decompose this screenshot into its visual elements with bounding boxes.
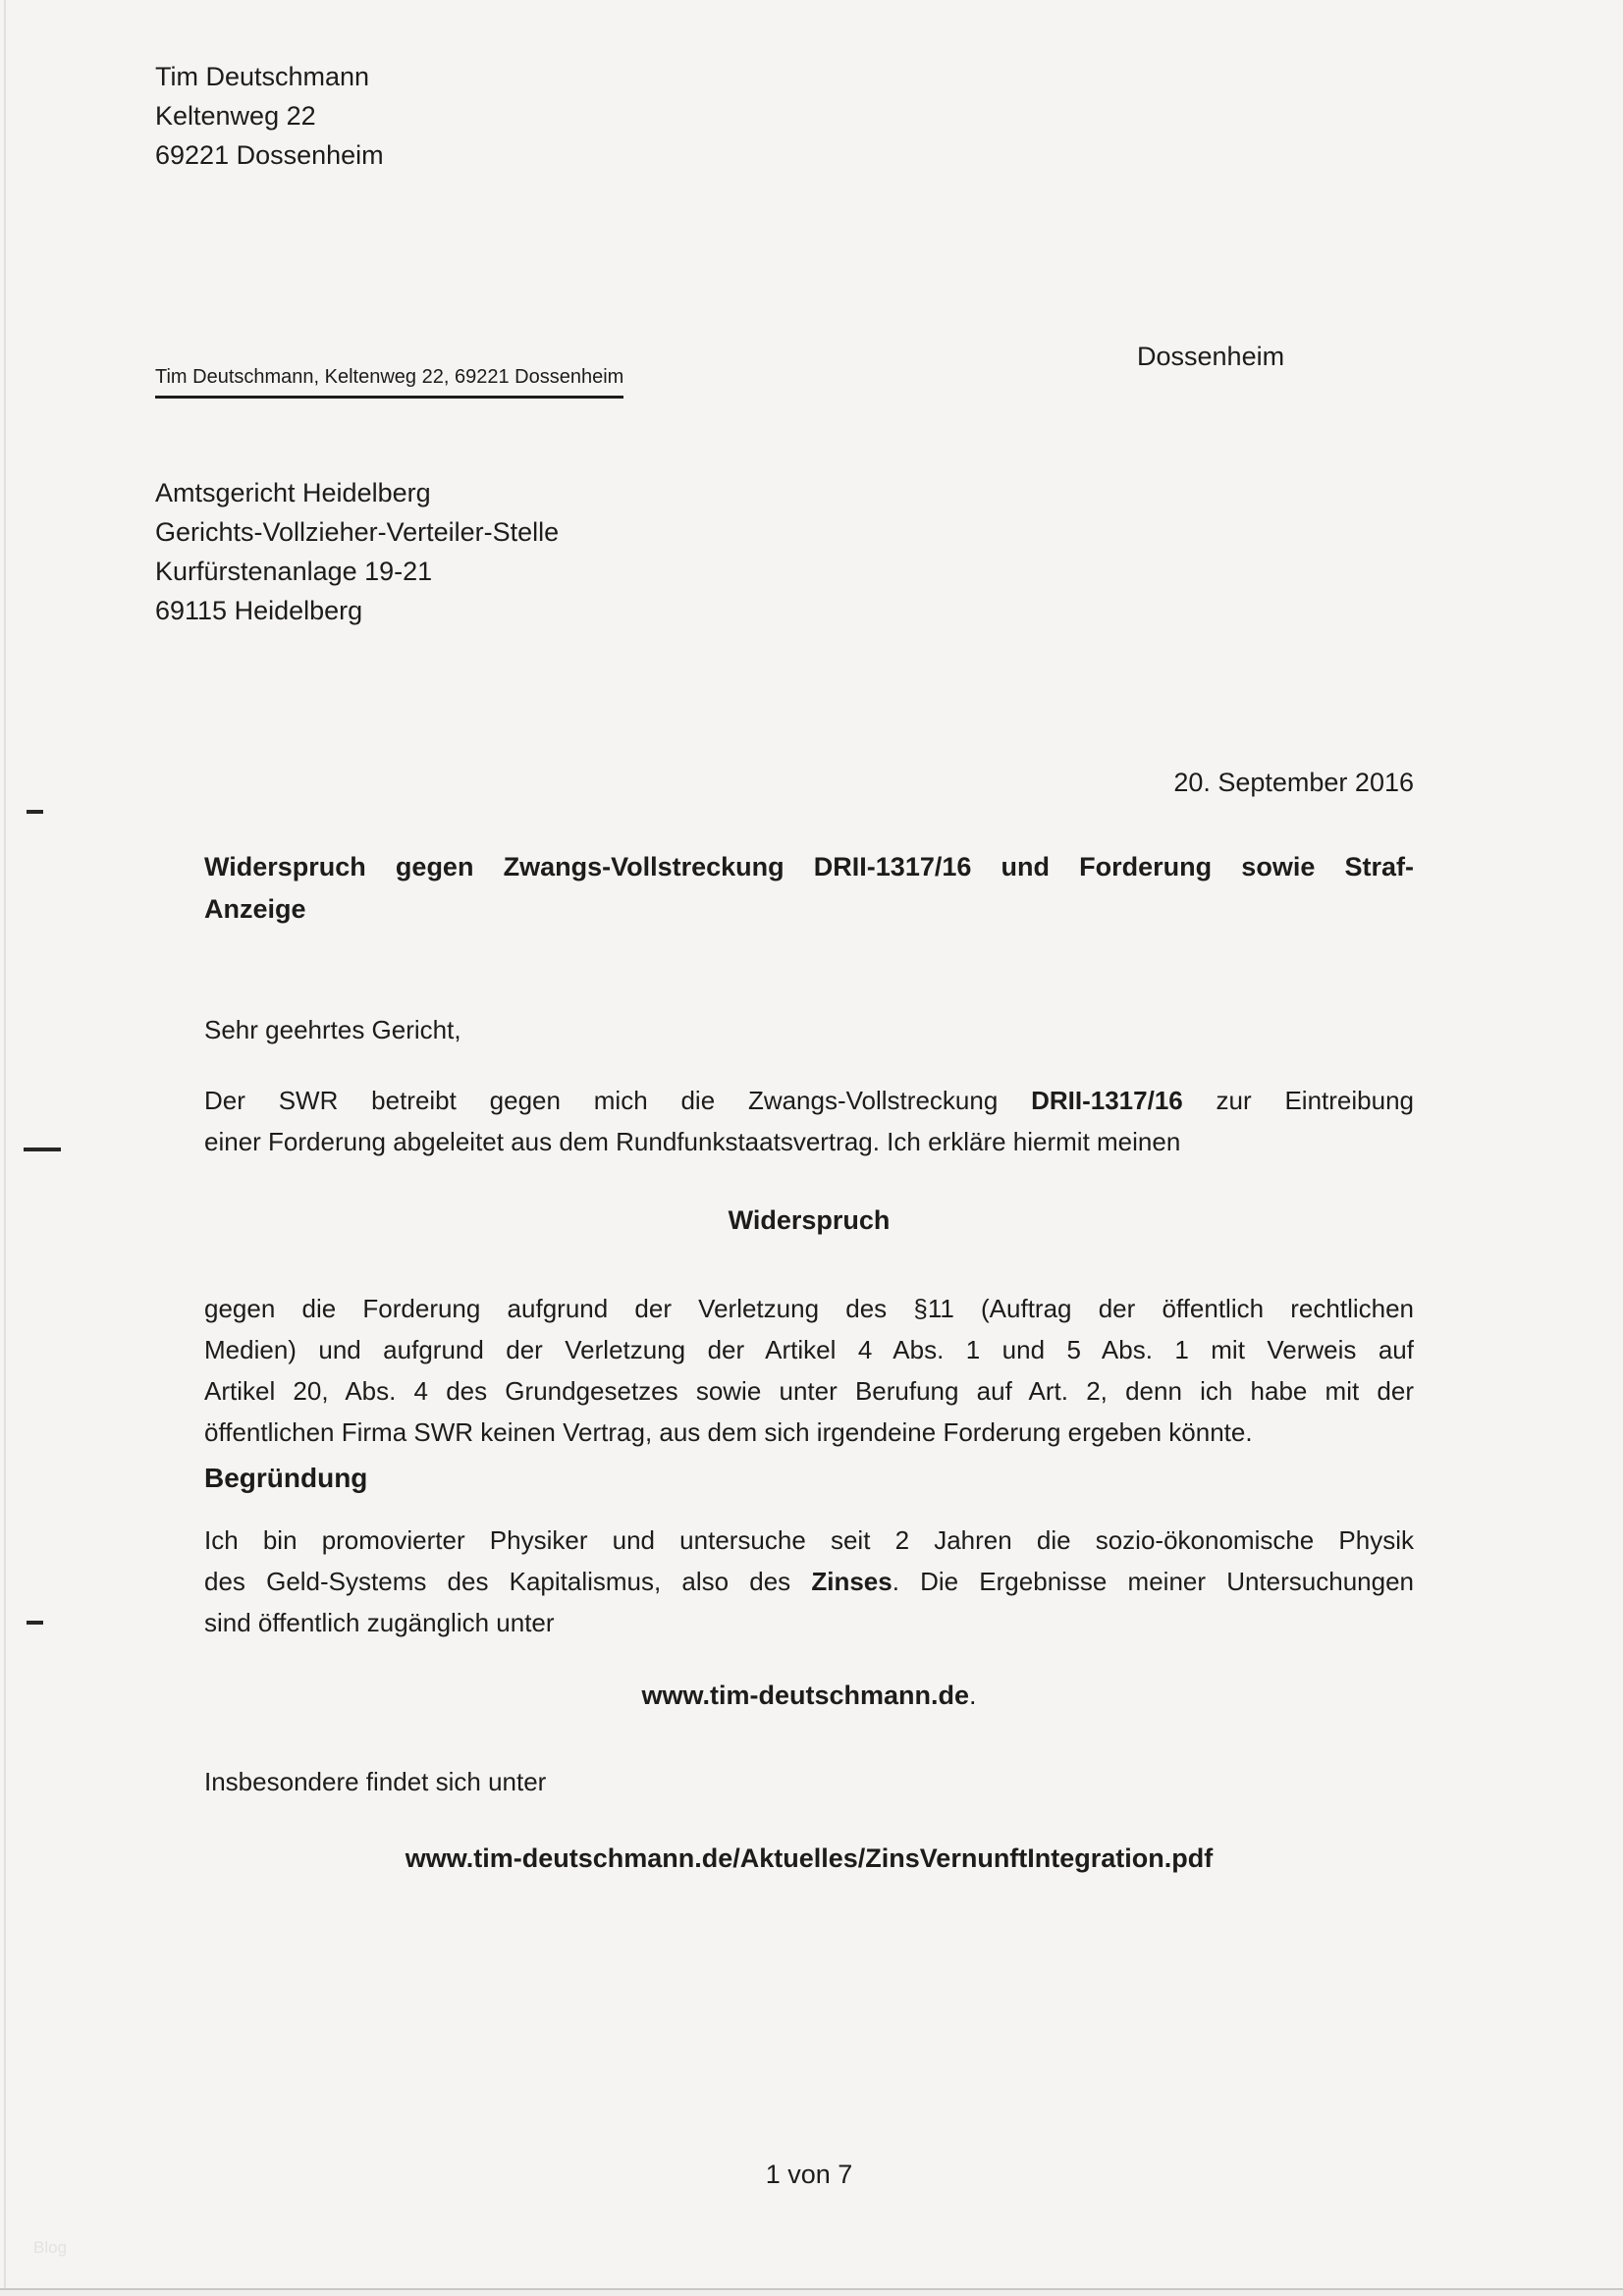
reasoning-paragraph-line-3: sind öffentlich zugänglich unter — [204, 1608, 555, 1637]
subject-line — [204, 846, 1414, 931]
zinses-bold: Zinses — [811, 1567, 893, 1596]
insbesondere-line: Insbesondere findet sich unter — [204, 1767, 547, 1796]
opening-line1-tail: zur Eintreibung — [1182, 1086, 1414, 1115]
reasoning-paragraph-line-1: Ich bin promovierter Physiker und untersuche seit 2 Jahren die sozio-ökonomische Physik — [204, 1525, 1414, 1555]
recipient-court: Amtsgericht Heidelberg — [155, 478, 431, 507]
case-number-bold: DRII-1317/16 — [1031, 1086, 1183, 1115]
objection-paragraph-line-1: gegen die Forderung aufgrund der Verletzung des §11 (Auftrag der öffentlich rechtlichen — [204, 1294, 1414, 1323]
website-url-text: www.tim-deutschmann.de — [641, 1681, 970, 1710]
objection-paragraph-line-3: Artikel 20, Abs. 4 des Grundgesetzes sowie unter Berufung auf Art. 2, denn ich habe mit der — [204, 1376, 1414, 1406]
recipient-street: Kurfürstenanlage 19-21 — [155, 557, 433, 586]
subject-line-2: Anzeige — [204, 894, 306, 924]
recipient-city: 69115 Heidelberg — [155, 596, 363, 625]
website-url-period: . — [969, 1681, 977, 1710]
fold-mark-center — [24, 1148, 61, 1151]
page-bottom-margin — [0, 2290, 1623, 2296]
sender-name: Tim Deutschmann — [155, 62, 370, 91]
recipient-address-block — [155, 473, 559, 630]
objection-paragraph-line-4: öffentlichen Firma SWR keinen Vertrag, aus dem sich irgendeine Forderung ergeben könnte. — [204, 1417, 1253, 1447]
opening-paragraph — [204, 1080, 1414, 1162]
opening-paragraph-line-2: einer Forderung abgeleitet aus dem Rundfunkstaatsvertrag. Ich erkläre hiermit meinen — [204, 1127, 1181, 1156]
widerspruch-heading: Widerspruch — [728, 1205, 891, 1235]
opening-paragraph-line-1 — [204, 1080, 1414, 1121]
letter-date: 20. September 2016 — [1173, 768, 1414, 797]
reasoning-line2-tail: . Die Ergebnisse meiner Untersuchungen — [892, 1567, 1414, 1596]
page-left-edge-line — [4, 0, 6, 2296]
objection-paragraph — [204, 1288, 1414, 1453]
reasoning-paragraph-line-2 — [204, 1561, 1414, 1602]
subject-line-1: Widerspruch gegen Zwangs-Vollstreckung DRII-1317/16 und Forderung sowie Straf- — [204, 852, 1414, 881]
sender-city: 69221 Dossenheim — [155, 140, 384, 170]
objection-paragraph-line-2: Medien) und aufgrund der Verletzung der Artikel 4 Abs. 1 und 5 Abs. 1 mit Verweis auf — [204, 1335, 1414, 1364]
watermark-text: Blog — [33, 2238, 68, 2257]
reasoning-paragraph — [204, 1520, 1414, 1643]
sender-street: Keltenweg 22 — [155, 101, 316, 131]
website-url — [204, 1681, 1414, 1711]
salutation: Sehr geehrtes Gericht, — [204, 1015, 461, 1044]
opening-line1-text: Der SWR betreibt gegen mich die Zwangs-Vollstreckung — [204, 1086, 1032, 1115]
sender-address-block — [155, 57, 384, 175]
fold-mark-top — [27, 810, 43, 814]
begruendung-heading: Begründung — [204, 1463, 368, 1493]
reasoning-line2-text: des Geld-Systems des Kapitalismus, also des — [204, 1567, 812, 1596]
pdf-url: www.tim-deutschmann.de/Aktuelles/ZinsVernunftIntegration.pdf — [405, 1843, 1214, 1873]
return-address-line: Tim Deutschmann, Keltenweg 22, 69221 Dossenheim — [155, 365, 623, 399]
fold-mark-bottom — [27, 1621, 43, 1625]
page-number-indicator: 1 von 7 — [765, 2160, 853, 2189]
place-name: Dossenheim — [1137, 342, 1285, 371]
recipient-department: Gerichts-Vollzieher-Verteiler-Stelle — [155, 517, 560, 547]
